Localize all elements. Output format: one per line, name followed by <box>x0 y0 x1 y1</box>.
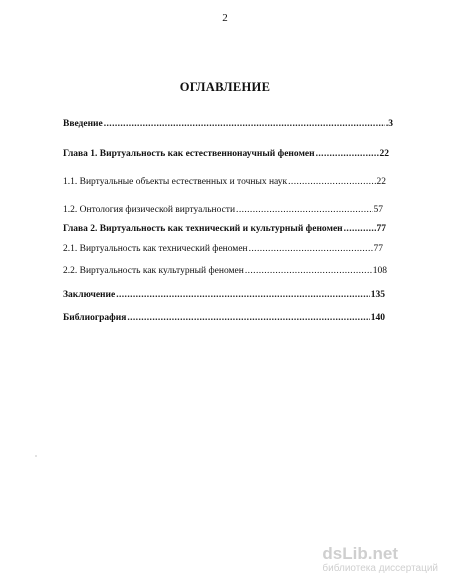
toc-entry-chapter-1 <box>63 149 389 159</box>
toc-title: ОГЛАВЛЕНИЕ <box>179 80 271 94</box>
toc-entry-label: 1.2. Онтология физической виртуальности <box>63 205 236 215</box>
watermark <box>322 545 438 574</box>
dot-leader <box>344 224 376 234</box>
dot-leader <box>288 177 375 187</box>
toc-entry-label: 1.1. Виртуальные объекты естественных и точных наук <box>63 177 288 187</box>
toc-entry-page: 22 <box>379 149 389 159</box>
dot-leader <box>316 149 379 159</box>
scan-smudge <box>35 455 37 457</box>
toc-entry-label: Введение <box>63 119 103 129</box>
watermark-logo: dsLib.net <box>322 544 398 563</box>
toc-entry-page: 77 <box>373 244 383 254</box>
toc-entry-label: Заключение <box>63 290 116 300</box>
toc-entry-introduction <box>63 119 393 129</box>
dot-leader <box>245 266 372 276</box>
dot-leader <box>249 244 373 254</box>
dot-leader <box>236 205 372 215</box>
dot-leader <box>104 119 385 129</box>
toc-entry-page: .3 <box>385 119 393 129</box>
dot-leader <box>127 313 369 323</box>
toc-entry-section-2-2 <box>63 266 387 276</box>
toc-entry-section-1-2 <box>63 205 383 215</box>
toc-entry-page: 22 <box>376 177 386 187</box>
toc-entry-label: Библиография <box>63 313 127 323</box>
toc-entry-page: 57 <box>373 205 383 215</box>
dot-leader <box>116 290 370 300</box>
toc-entry-page: 135 <box>370 290 385 300</box>
toc-entry-section-2-1 <box>63 244 383 254</box>
toc-entry-label: Глава 2. Виртуальность как технический и культурный феномен <box>63 224 343 234</box>
toc-entry-label: Глава 1. Виртуальность как естественнонаучный феномен <box>63 149 315 159</box>
page-number: 2 <box>222 12 228 24</box>
toc-entry-bibliography <box>63 313 385 323</box>
toc-entry-page: 140 <box>370 313 385 323</box>
toc-entry-conclusion <box>63 290 385 300</box>
toc-entry-section-1-1 <box>63 177 386 187</box>
watermark-tagline: библиотека диссертаций <box>322 563 438 574</box>
toc-entry-label: 2.2. Виртуальность как культурный феномен <box>63 266 244 276</box>
toc-entry-chapter-2 <box>63 224 386 234</box>
toc-entry-page: 108 <box>372 266 387 276</box>
toc-entry-page: 77 <box>376 224 386 234</box>
toc-entry-label: 2.1. Виртуальность как технический феномен <box>63 244 248 254</box>
